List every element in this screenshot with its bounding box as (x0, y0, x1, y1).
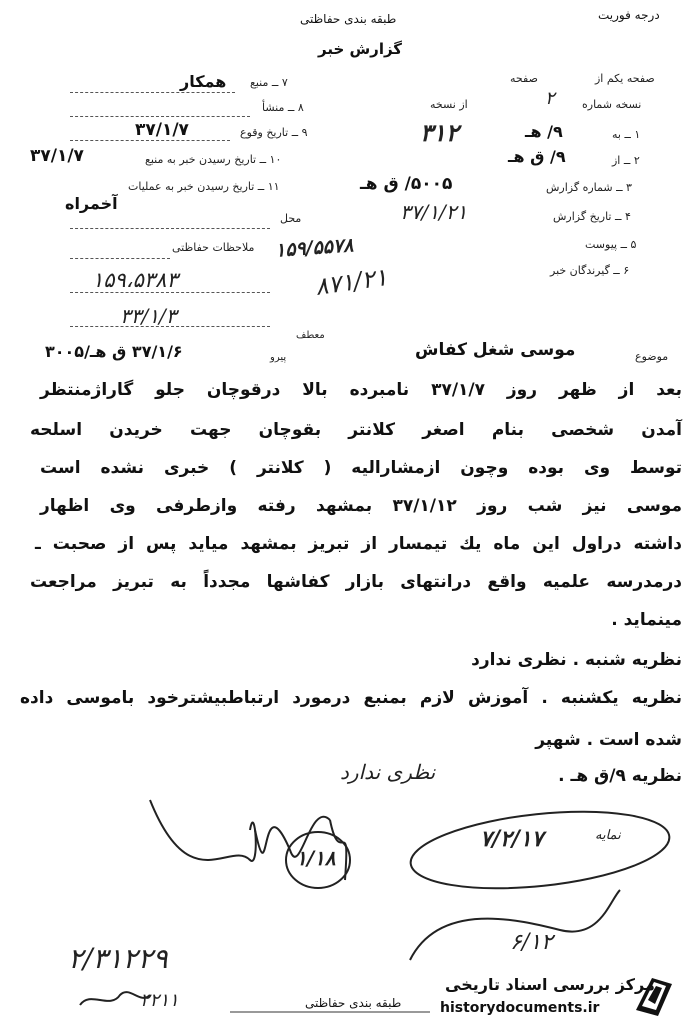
copy-label: نسخه شماره (582, 98, 642, 111)
opinion-sunday-cont: شده است . شهپر (535, 730, 682, 750)
report-number-label: ۳ ــ شماره گزارش (546, 181, 632, 194)
annotation-small-number: ۲۲۱۱ (140, 990, 179, 1011)
classification-label-bottom: طبقه بندی حفاظتی (305, 996, 402, 1010)
attachment-label: ۵ ــ پیوست (585, 238, 637, 251)
handwritten-ref: ۸۷۱/۲۱ (313, 263, 390, 301)
received-source-label: ۱۰ ــ تاریخ رسیدن خبر به منبع (145, 153, 282, 166)
source-value: همکار (180, 72, 227, 91)
body-line: توسط وی بوده وچون ازمشارالیه ( کلانتر ) خبری نشده است (40, 458, 682, 478)
body-line: داشته دراول این ماه یك تیمسار از تبریز بمشهد میاید پس از صحبت ـ (35, 534, 682, 554)
priority-label: درجه فوریت (598, 8, 660, 22)
to-label: ۱ ــ به (612, 128, 641, 141)
subject-ref: ۳۷/۱/۶ ق هـ/۳۰۰۵ (45, 342, 183, 361)
handwritten-number-1: ۱۵۹،۵۳۸۳ (92, 268, 178, 292)
moatal-label: معطف (296, 330, 325, 341)
report-date-value: ۳۷/۱/۲۱ (400, 200, 468, 224)
subject-value: موسی شغل کفاش (415, 340, 576, 360)
opinion-saturday: نظریه شنبه . نظری ندارد (471, 650, 682, 670)
classification-label-top: طبقه بندی حفاظتی (300, 12, 397, 26)
security-notes-value: ۱۵۹/۵۵۷۸ (274, 234, 355, 262)
security-notes-label: ملاحظات حفاظتی (172, 241, 255, 254)
from-value: ۹/ ق هـ (508, 147, 566, 166)
body-line: درمدرسه علمیه واقع درانتهای بازار کفاشها مجدداً به تبریز مراجعت (30, 572, 682, 592)
report-number-value: ۵۰۰۵/ ق هـ (360, 174, 453, 194)
body-line: بعد از ظهر روز ۳۷/۱/۷ نامبرده بالا درقوچان جلو گاراژمنتظر (40, 380, 682, 400)
circled-number: ۱/۱۸ (296, 846, 336, 870)
copy-value: ۲ (545, 88, 555, 109)
copy-suffix: از نسخه (430, 98, 468, 111)
annotation-date-prefix: نمایه (595, 828, 621, 843)
occurrence-date-value: ۳۷/۱/۷ (135, 120, 189, 140)
received-ops-label: ۱۱ ــ تاریخ رسیدن خبر به عملیات (128, 180, 280, 193)
page-title: گزارش خبر (318, 40, 403, 58)
opinion-9-value: نظری ندارد (340, 760, 436, 784)
origin-label: ۸ ــ منشأ (262, 101, 304, 114)
page-of-label: صفحه یکم از (595, 72, 655, 85)
body-line: آمدن شخصی بنام اصغر کلانتر بقوچان جهت خریدن اسلحه (30, 420, 682, 440)
annotation-number: ۶/۱۲ (510, 930, 553, 955)
body-line: موسی نیز شب روز ۳۷/۱/۱۲ بمشهد رفته وازطرفی وی اظهار (40, 496, 682, 516)
handwritten-file-number: ۳۱۲ (420, 118, 459, 147)
annotation-big-number: ۲/۳۱۲۲۹ (68, 942, 168, 975)
watermark-url: historydocuments.ir (440, 1000, 600, 1016)
opinion-sunday: نظریه یکشنبه . آموزش لازم بمنبع درمورد ارتباطبیشترخود باموسی داده (20, 688, 682, 708)
received-source-value: ۳۷/۱/۷ (30, 146, 84, 166)
to-value: ۹/ هـ (525, 122, 563, 141)
report-date-label: ۴ ــ تاریخ گزارش (553, 210, 631, 223)
pirov-label: پیرو (270, 352, 287, 363)
subject-label: موضوع (635, 350, 669, 363)
from-label: ۲ ــ از (612, 154, 640, 167)
occurrence-date-label: ۹ ــ تاریخ وقوع (240, 126, 308, 139)
source-label: ۷ ــ منبع (250, 76, 288, 89)
opinion-9-label: نظریه ۹/ق هـ . (558, 766, 682, 786)
page-suffix: صفحه (510, 72, 538, 85)
received-ops-value: آخمراه (65, 194, 118, 213)
place-label: محل (280, 212, 302, 225)
annotation-date: ۷/۲/۱۷ (480, 826, 544, 852)
recipients-label: ۶ ــ گیرندگان خبر (550, 264, 630, 277)
body-line: مینماید . (611, 610, 682, 630)
watermark-title: مرکز بررسی اسناد تاریخی (445, 975, 655, 994)
handwritten-number-2: ۳۳/۱/۳ (120, 304, 177, 328)
